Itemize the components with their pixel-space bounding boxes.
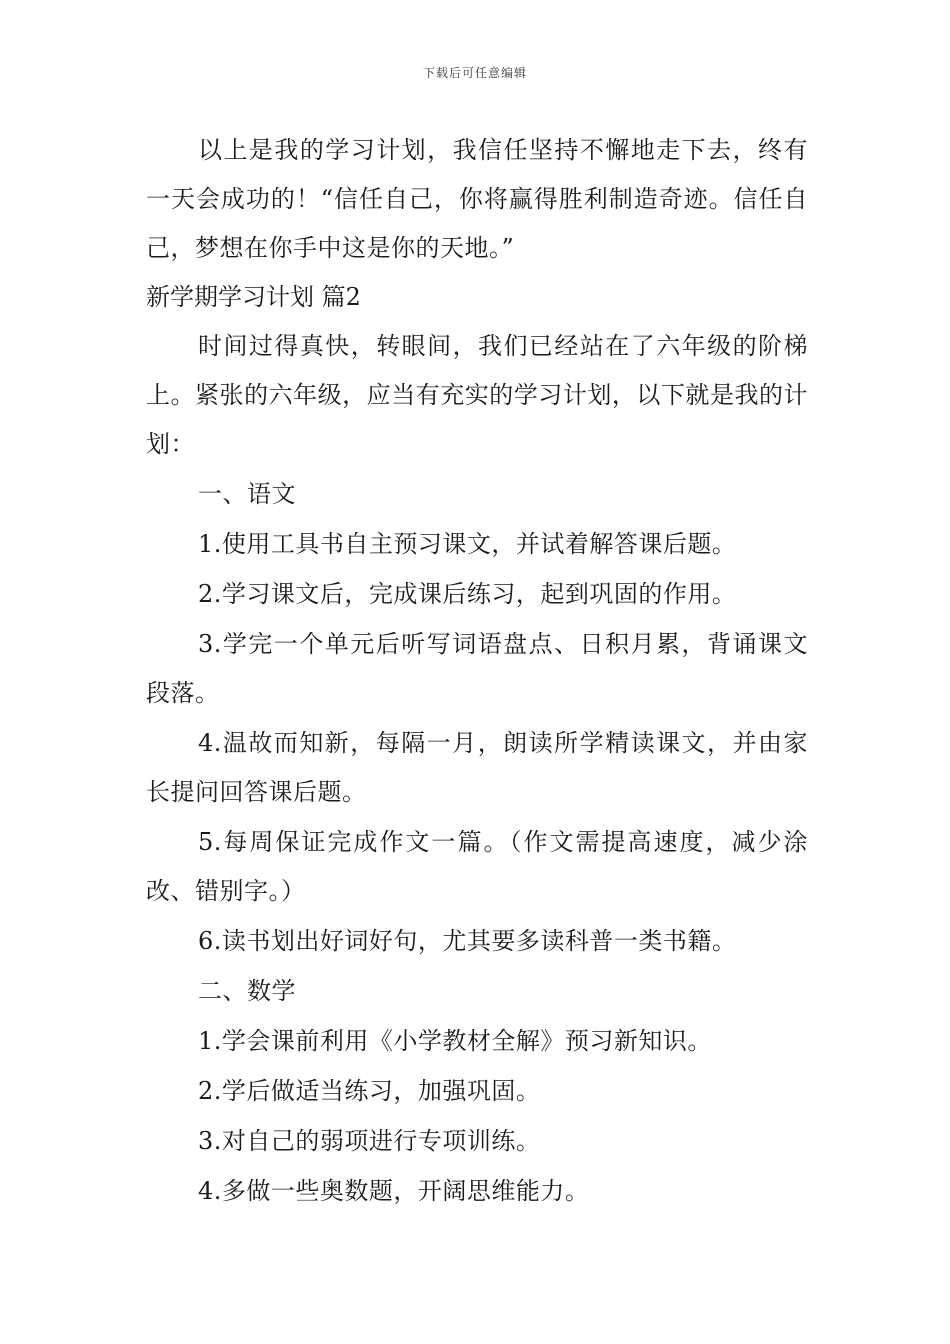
list-item: 1.学会课前利用《小学教材全解》预习新知识。 [198,1027,712,1055]
paragraph-intro: 时间过得真快，转眼间，我们已经站在了六年级的阶梯上。紧张的六年级，应当有充实的学习计划，以下就是我的计划： [146,332,808,458]
list-item: 5.每周保证完成作文一篇。（作文需提高速度，减少涂改、错别字。） [146,828,808,905]
list-item: 4.温故而知新，每隔一月，朗读所学精读课文，并由家长提问回答课后题。 [146,729,808,806]
list-item: 3.学完一个单元后听写词语盘点、日积月累，背诵课文段落。 [146,630,808,707]
paragraph-conclusion: 以上是我的学习计划，我信任坚持不懈地走下去，终有一天会成功的！“信任自己，你将赢得胜利制造奇迹。信任自己，梦想在你手中这是你的天地。” [146,136,808,262]
list-item: 2.学后做适当练习，加强巩固。 [198,1077,541,1105]
list-item: 4.多做一些奥数题，开阔思维能力。 [198,1177,590,1205]
list-item: 3.对自己的弱项进行专项训练。 [198,1127,541,1155]
section-title: 新学期学习计划 篇2 [146,283,361,311]
page-header: 下载后可任意编辑 [422,66,527,80]
document-body [146,126,808,1216]
list-item: 1.使用工具书自主预习课文，并试着解答课后题。 [198,530,737,558]
list-item: 2.学习课文后，完成课后练习，起到巩固的作用。 [198,580,737,608]
subheading-math: 二、数学 [198,977,296,1005]
list-item: 6.读书划出好词好句，尤其要多读科普一类书籍。 [198,927,737,955]
subheading-chinese: 一、语文 [198,480,296,508]
